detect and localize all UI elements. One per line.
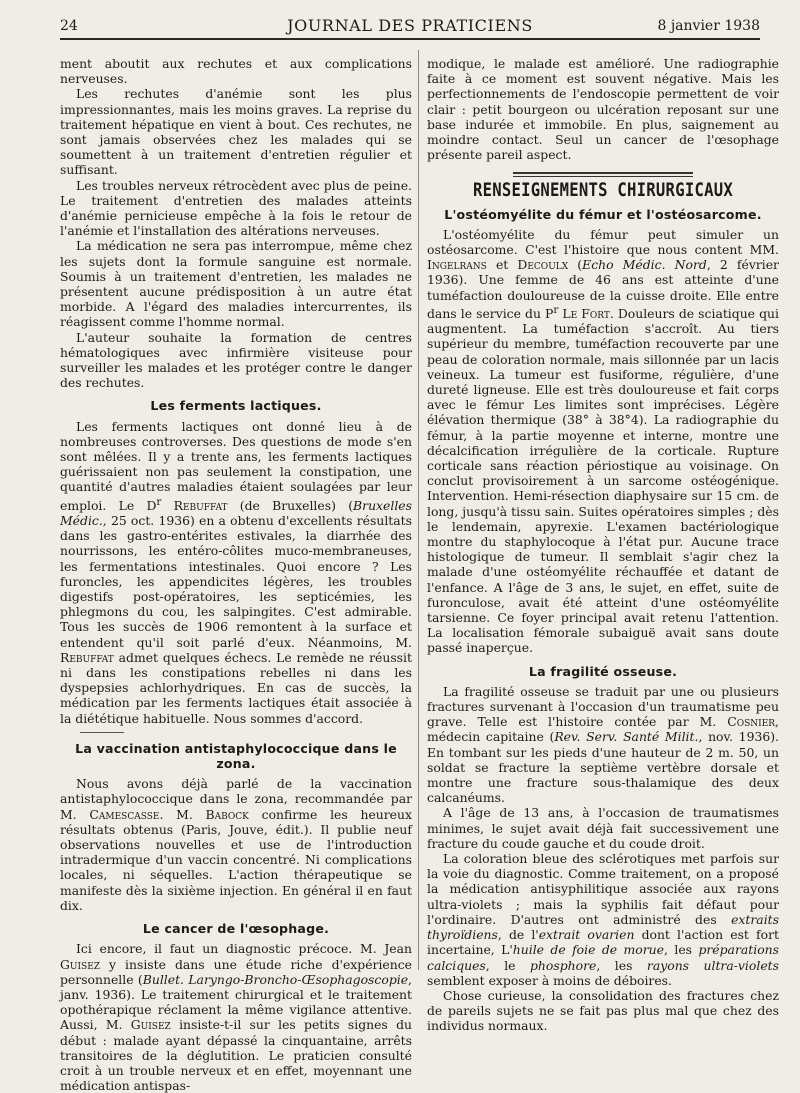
paragraph: Les rechutes d'anémie sont les plus impressionnantes, mais les moins graves. La reprise du traitement hépatique en vient à bout. Ces rechutes, ne sont jamais observées chez les malades qui se soumettent à un traitement d'entretien régulier et suffisant. — [60, 86, 412, 178]
paragraph: La fragilité osseuse se traduit par une ou plusieurs fractures survenant à l'occasion d'un traumatisme peu grave. Telle est l'histoire contée par M. Cosnier, médecin capitaine (Rev. Serv. Santé Milit., nov. 1936). En tombant sur les pieds d'une hauteur de 2 m. 50, un soldat se fracture la septième vertèbre dorsale et montre une fracture sous-thalamique des deux calcanéums. — [427, 683, 779, 806]
author-name: Le Fort — [562, 305, 610, 321]
journal-citation: Rev. Serv. Santé Milit. — [554, 729, 699, 745]
author-name: Camescasse — [89, 806, 160, 822]
section-rule — [80, 732, 124, 733]
section-title: RENSEIGNEMENTS CHIRURGICAUX — [473, 179, 733, 202]
paragraph: Les ferments lactiques ont donné lieu à de nombreuses controverses. Des questions de mode s'en sont mêlées. Il y a trente ans, les ferments lactiques guérissaient non pas seulement la constipation, une quantité d'autres maladies étaient soulagées par leur emploi. Le $D^r$ Rebuffat (de Bruxelles) (Bruxelles Médic., 25 oct. 1936) en a obtenu d'excellents résultats dans les gastro-entérites estivales, la diarrhée des nourrissons, les entéro-côlites muco-membraneuses, les fermentations intestinales. Quoi encore ? Les furoncles, les appendicites légères, les troubles digestifs post-opératoires, les septicémies, les phlegmons du cou, les salpingites. C'est admirable. Tous les succès de 1906 remontent à la surface et entendent qu'il soit parlé d'eux. Néanmoins, M. Rebuffat admet quelques échecs. Le remède ne réussit ni dans les constipations rebelles ni dans les dyspepsies achlorhydriques. En cas de succès, la médication par les ferments lactiques était associée à la diététique habituelle. Nous sommes d'accord. — [60, 418, 412, 726]
header-rule — [60, 38, 760, 40]
paragraph: Ici encore, il faut un diagnostic précoce. M. Jean Guisez y insiste dans une étude riche d'expérience personnelle (Bullet. Laryngo-Broncho-Œsophagoscopie, janv. 1936). Le traitement chirurgical et le traitement opothérapique réclament la même vigilance attentive. Aussi, M. Guisez insiste-t-il sur les petits signes du début : malade ayant dépassé la cinquantaine, arrêts transitoires de la déglutition. Le praticien consulté croit à un trouble nerveux et en effet, moyennant une médication antispas- — [60, 941, 412, 1093]
heading-fragilite-osseuse: La fragilité osseuse. — [528, 663, 678, 679]
right-column — [427, 56, 779, 1034]
author-name: Babock — [205, 806, 249, 822]
author-name: Guisez — [130, 1017, 171, 1033]
journal-citation: Echo Médic. Nord — [582, 257, 707, 273]
heading-vaccination: La vaccination antistaphylococcique dans le zona. — [75, 740, 397, 772]
paragraph: L'ostéomyélite du fémur peut simuler un ostéosarcome. C'est l'histoire que nous content MM. Ingelrans et Decoulx (Echo Médic. Nord, 2 février 1936). Une femme de 46 ans est atteinte d'une tuméfaction douloureuse de la cuisse droite. Elle entre dans le service du $P^r$ Le Fort. Douleurs de sciatique qui augmentent. La tuméfaction s'accroît. Au tiers supérieur du membre, tuméfaction recouverte par une peau de coloration normale, mais sillonnée par un lacis veineux. La tumeur est fusiforme, régulière, d'une dureté ligneuse. Elle est très douloureuse et fait corps avec le fémur Les limites sont imprécises. Légère élévation thermique (38° à 38°4). La radiographie du fémur, à la partie moyenne et interne, montre une décalcification irrégulière de la corticale. Rupture corticale sans réaction périostique au voisinage. On conclut provisoirement à un sarcome ostéogénique. Intervention. Hemi-résection diaphysaire sur 15 cm. de long, jusqu'à tissu sain. Suites opératoires simples ; dès le lendemain, apyrexie. L'examen bactériologique montre du staphylocoque à l'état pur. Aucune trace histologique de tumeur. Il semblait s'agir chez la malade d'une ostéomyélite réchauffée et datant de l'enfance. A l'âge de 3 ans, le sujet, en effet, suite de furonculose, avait été atteint d'une ostéomyélite tarsienne. Ce foyer principal avait retenu l'attention. La localisation fémorale subaiguë avait sans doute passé inaperçue. — [427, 226, 779, 656]
paragraph: Nous avons déjà parlé de la vaccination antistaphylococcique dans le zona, recommandée par M. Camescasse. M. Babock confirme les heureux résultats obtenus (Paris, Jouve, édit.). Il publie neuf observations nouvelles et use de l'introduction intradermique d'un vaccin concentré. Ni complications locales, ni séquelles. L'action thérapeutique se manifeste dès la sixième injection. En général il en faut dix. — [60, 776, 412, 913]
heading-cancer-oesophage: Le cancer de l'œsophage. — [142, 921, 330, 937]
column-divider — [418, 50, 419, 970]
author-name: Rebuffat — [173, 497, 228, 513]
paragraph: La coloration bleue des sclérotiques met parfois sur la voie du diagnostic. Comme traitement, on a proposé la médication antisyphilitique associée aux rayons ultra-violets ; mais la syphilis fait défaut pour l'ordinaire. D'autres ont administré des extraits thyroïdiens, de l'extrait ovarien dont l'action est fort incertaine, L'huile de foie de morue, les préparations calciques, le phosphore, les rayons ultra-violets semblent exposer à moins de déboires. — [427, 851, 779, 988]
author-name: Guisez — [60, 956, 101, 972]
paragraph: ment aboutit aux rechutes et aux complications nerveuses. — [60, 56, 412, 87]
paragraph: modique, le malade est amélioré. Une radiographie faite à ce moment est souvent négative. Mais les perfectionnements de l'endoscopie permettent de voir clair : petit bourgeon ou ulcération reposant sur une base indurée et immobile. En plus, saignement au moindre contact. Seul un cancer de l'œsophage présente pareil aspect. — [427, 56, 779, 163]
paragraph: Chose curieuse, la consolidation des fractures chez de pareils sujets ne se fait pas plus mal que chez des individus normaux. — [427, 987, 779, 1034]
left-column — [60, 56, 412, 1093]
issue-date: 8 janvier 1938 — [657, 18, 760, 34]
journal-citation: Bullet. Laryngo-Broncho-Œsophagoscopie — [142, 971, 409, 987]
paragraph: L'auteur souhaite la formation de centres hématologiques avec infirmière visiteuse pour surveiller les malades et les protéger contre le danger des rechutes. — [60, 329, 412, 391]
heading-osteomyelite: L'ostéomyélite du fémur et l'ostéosarcome. — [444, 206, 762, 222]
author-name: Ingelrans — [427, 257, 487, 273]
paragraph: Les troubles nerveux rétrocèdent avec plus de peine. Le traitement d'entretien des malades atteints d'anémie pernicieuse empêche à la fois le retour de l'anémie et l'installation des altérations nerveuses. — [60, 177, 412, 239]
paragraph: A l'âge de 13 ans, à l'occasion de traumatismes minimes, le sujet avait déjà fait successivement une fracture du coude gauche et du coude droit. — [427, 805, 779, 851]
author-name: Rebuffat — [60, 649, 114, 665]
author-name: Decoulx — [517, 257, 569, 273]
author-name: Cosnier — [727, 714, 776, 730]
heading-ferments-lactiques: Les ferments lactiques. — [150, 398, 322, 414]
page-header — [60, 14, 760, 38]
journal-title: JOURNAL DES PRATICIENS — [287, 16, 533, 35]
section-double-rule — [513, 172, 693, 177]
paragraph: La médication ne sera pas interrompue, même chez les sujets dont la formule sanguine est normale. Soumis à un traitement d'entretien, les malades ne présentent aucune prédisposition à un autre état morbide. A l'égard des maladies intercurrentes, ils réagissent comme l'homme normal. — [60, 238, 412, 330]
journal-citation: Bruxelles Médic. — [60, 497, 412, 529]
page-number: 24 — [60, 18, 78, 34]
